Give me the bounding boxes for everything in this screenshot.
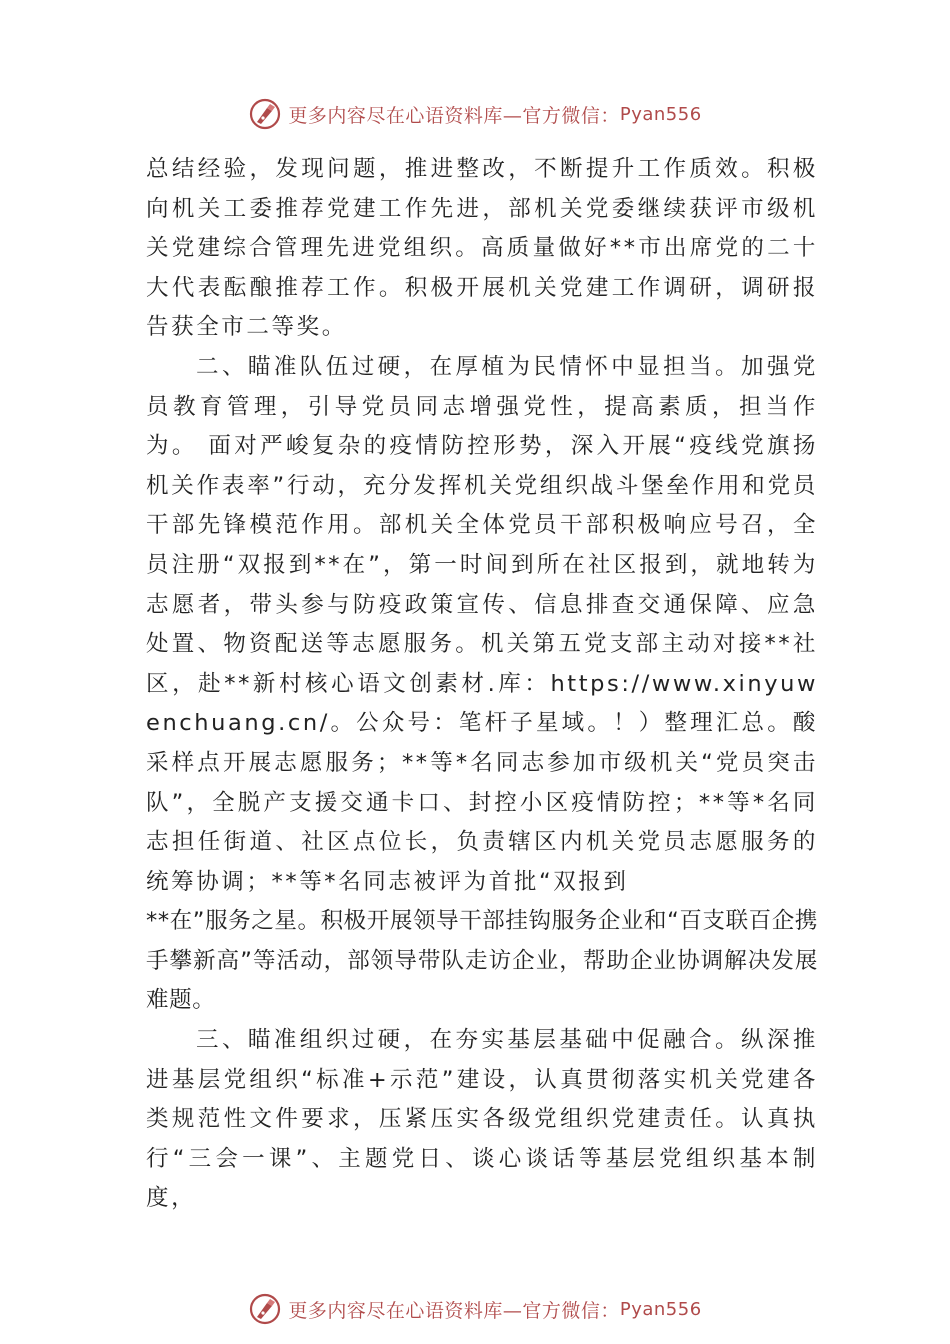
paragraph-1: 总结经验，发现问题，推进整改，不断提升工作质效。积极向机关工委推荐党建工作先进，部机关党委继续获评市级机关党建综合管理先进党组织。高质量做好**市出席党的二十大代表酝酿推荐工作。积极开展机关党建工作调研，调研报告获全市二等奖。 bbox=[146, 156, 818, 341]
watermark-text: 更多内容尽在心语资料库—官方微信： bbox=[288, 1299, 620, 1322]
watermark-account: Pyan556 bbox=[619, 103, 702, 125]
paragraph-3: **在”服务之星。积极开展领导干部挂钩服务企业和“百支联百企携手攀新高”等活动，部领导带队走访企业，帮助企业协调解决发展难题。 bbox=[146, 908, 818, 1014]
header-watermark bbox=[0, 94, 950, 134]
paragraph-2: 二、瞄准队伍过硬，在厚植为民情怀中显担当。加强党员教育管理，引导党员同志增强党性，提高素质，担当作为。 面对严峻复杂的疫情防控形势，深入开展“疫线党旗扬机关作表率”行动，充分发挥机关党组织战斗堡垒作用和党员干部先锋模范作用。部机关全体党员干部积极响应号召，全员注册“双报到**在”，第一时间到所在社区报到，就地转为志愿者，带头参与防疫政策宣传、信息排查交通保障、应急处置、物资配送等志愿服务。机关第五党支部主动对接**社区，赴**新村核心语文创素材.库：https://www.xinyuwenchuang.cn/。公众号：笔杆子星域。！）整理汇总。酸采样点开展志愿服务；**等*名同志参加市级机关“党员突击队”，全脱产支援交通卡口、封控小区疫情防控；**等*名同志担任街道、社区点位长，负责辖区内机关党员志愿服务的统筹协调；**等*名同志被评为首批“双报到 bbox=[146, 353, 818, 895]
paragraph-4: 三、瞄准组织过硬，在夯实基层基础中促融合。纵深推进基层党组织“标准+示范”建设，认真贯彻落实机关党建各类规范性文件要求，压紧压实各级党组织党建责任。认真执行“三会一课”、主题党日、谈心谈话等基层党组织基本制度， bbox=[146, 1027, 818, 1212]
pen-nib-seal-icon bbox=[248, 1292, 282, 1326]
body-text bbox=[146, 150, 818, 1219]
watermark-text: 更多内容尽在心语资料库—官方微信： bbox=[288, 104, 620, 127]
pen-nib-seal-icon bbox=[248, 97, 282, 131]
footer-watermark bbox=[0, 1289, 950, 1329]
watermark-account: Pyan556 bbox=[619, 1298, 702, 1320]
